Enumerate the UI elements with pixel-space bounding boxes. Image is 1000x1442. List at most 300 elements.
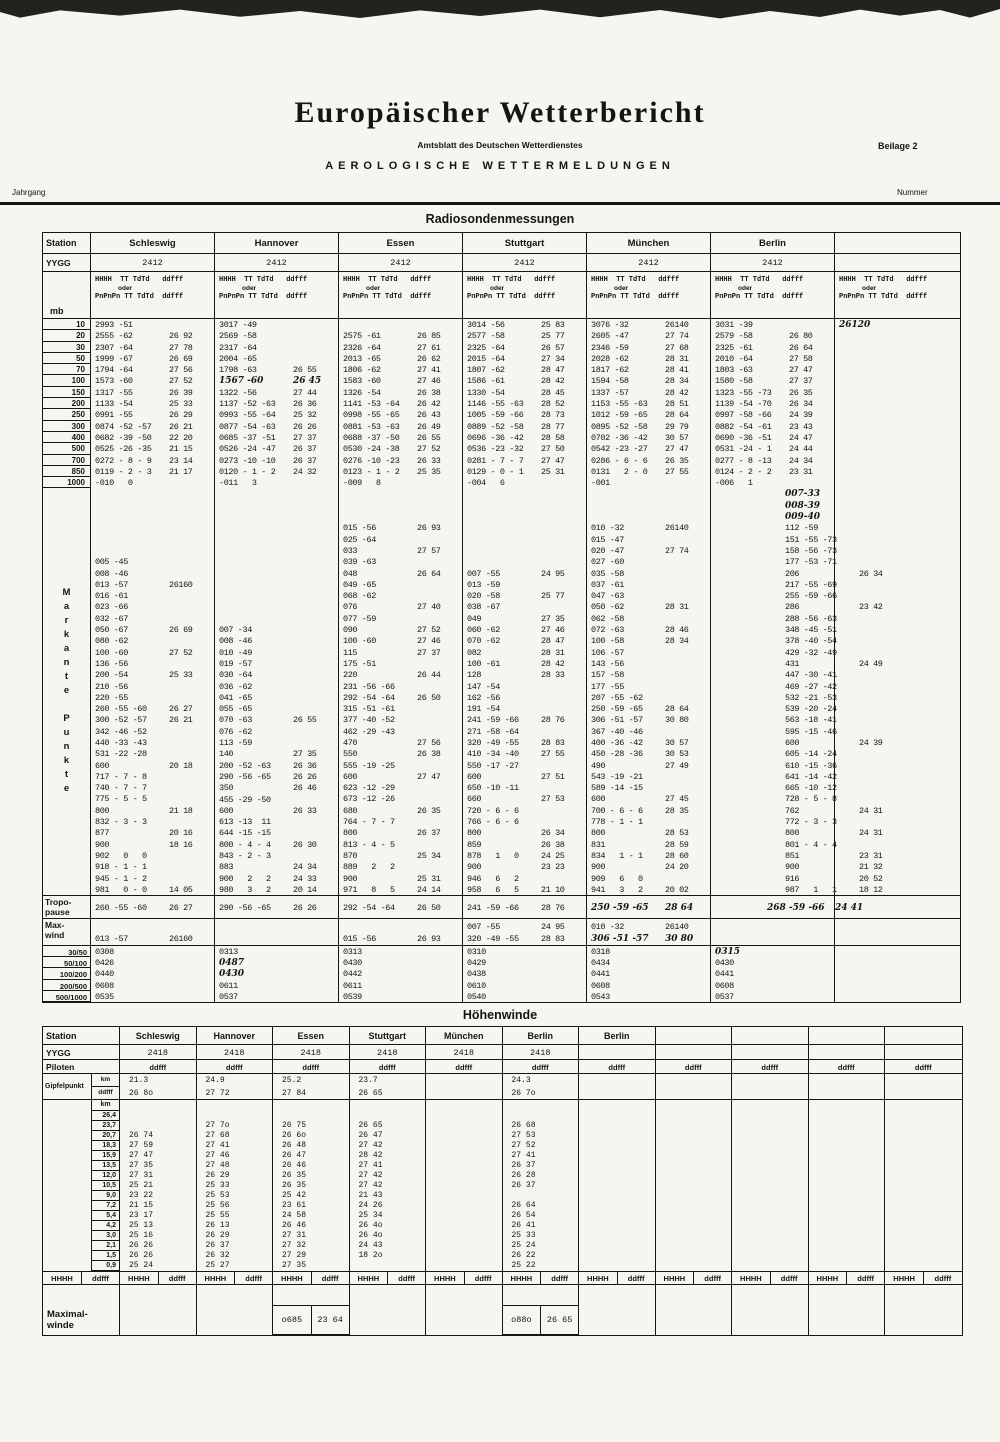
colhead-oder: oder	[738, 285, 753, 292]
layer-cell	[463, 968, 587, 979]
hw-yygg-value: 2418	[197, 1045, 274, 1059]
markante-line	[463, 839, 586, 850]
wind-text: 26 69	[169, 353, 193, 364]
value-text: 859	[467, 839, 482, 850]
value-text: 250 -59 -65	[591, 903, 649, 914]
wind-value: 27 42	[358, 1181, 383, 1190]
yygg-value: 2412	[463, 254, 587, 271]
mxw-cell	[197, 1285, 274, 1305]
wind-text: 28 46	[665, 625, 689, 636]
wind-text: 20 18	[169, 760, 193, 771]
value-text: 843 - 2 - 3	[219, 850, 271, 861]
gipfel-km-value: 25.2	[282, 1076, 302, 1085]
layer-cell	[463, 991, 587, 1002]
layer-value: 0539	[343, 992, 362, 1003]
value-text: 0131 2 - 0	[591, 466, 648, 477]
markante-label-cell	[43, 488, 91, 895]
yygg-value: 2412	[215, 254, 339, 271]
markante-line	[215, 850, 338, 861]
markante-line	[91, 714, 214, 725]
markante-line	[339, 873, 462, 884]
wind-value: 26 29	[205, 1171, 230, 1180]
markante-line	[587, 534, 710, 545]
wind-text: 27 50	[541, 444, 565, 455]
markante-line	[339, 522, 462, 533]
markante-line	[711, 579, 837, 590]
value-text: 2555 -62	[95, 331, 133, 342]
value-text: 720 - 6 - 6	[467, 805, 519, 816]
markante-line	[463, 748, 586, 759]
wind-value	[732, 1251, 808, 1261]
colhead-oder: oder	[366, 285, 381, 292]
wind-col-lines	[656, 1100, 732, 1271]
data-cell	[587, 387, 711, 398]
markante-line	[91, 884, 214, 895]
colhead-line1: HHHH TT TdTd ddfff	[839, 276, 928, 284]
markante-line	[711, 861, 883, 873]
wind-text: 27 52	[169, 647, 193, 658]
gipfel-km-value	[885, 1074, 962, 1087]
page-title: Europäischer Wetterbericht	[294, 96, 706, 129]
wind-text: 26 37	[293, 444, 317, 455]
value-text: 641 -14 -42	[785, 771, 837, 782]
value-text: 0882 -54 -61	[715, 421, 772, 432]
value-text: 306 -51 -57	[591, 933, 649, 944]
gipfelpunkt-cell	[809, 1074, 886, 1099]
wind-text: 26 93	[417, 523, 441, 534]
value-text: 008 -46	[219, 636, 252, 647]
gipfelpunkt-cell	[273, 1074, 350, 1099]
data-cell	[711, 409, 835, 420]
wind-col-lines	[579, 1100, 655, 1271]
value-text: 005 -45	[95, 557, 128, 568]
wind-col	[350, 1100, 427, 1271]
value-text: 1580 -58	[715, 376, 753, 387]
layer-value: 0611	[219, 980, 238, 991]
wind-text: 23 23	[541, 862, 565, 873]
wind-value: 27 41	[358, 1161, 383, 1170]
column-header	[587, 272, 711, 318]
station-label: Station	[43, 233, 91, 253]
ddfff-label: ddfff	[387, 1272, 425, 1284]
mxw-cell	[885, 1305, 962, 1335]
data-cell	[711, 375, 835, 386]
markante-line	[711, 884, 883, 895]
gipfel-km-value	[732, 1074, 808, 1087]
wind-value	[579, 1161, 655, 1171]
value-text: 900	[591, 862, 606, 873]
wind-text: 24 95	[541, 568, 565, 579]
mxw-entry	[503, 1305, 580, 1335]
value-text: 0281 - 7 - 7	[467, 455, 524, 466]
wind-text: 26 93	[417, 933, 441, 944]
wind-text: 26 43	[417, 410, 441, 421]
markante-line	[339, 579, 462, 590]
wind-text: 24 41	[835, 903, 864, 914]
value-text: 650 -10 -11	[467, 783, 519, 794]
gipfel-km-value	[579, 1074, 655, 1087]
wind-text: 27 68	[665, 342, 689, 353]
altitude-block	[43, 1100, 962, 1271]
markante-line	[463, 703, 586, 714]
value-text: 050 -62	[591, 602, 624, 613]
value-text: 1323 -55 -73	[715, 387, 772, 398]
markante-line	[463, 579, 586, 590]
value-text: 100 -61	[467, 658, 500, 669]
hw-yygg-label: YYGG	[43, 1045, 120, 1059]
markante-line	[711, 534, 837, 545]
layer-cell	[835, 946, 959, 956]
markante-label: Markante Punkte	[61, 586, 72, 797]
value-text: 100 -60	[95, 647, 128, 658]
wind-text: 26 26	[293, 771, 317, 782]
gipfel-km-value: 24.3	[511, 1076, 531, 1085]
gipfelpunkt-cell	[197, 1074, 274, 1099]
markante-line	[711, 681, 837, 692]
value-text: 260 -55 -60	[95, 704, 147, 715]
value-text: 800 - 4 - 4	[219, 839, 271, 850]
wind-text: 25 34	[417, 850, 441, 861]
markante-col-empty	[835, 488, 959, 895]
mxw-cell	[732, 1305, 809, 1335]
wind-value	[426, 1141, 502, 1151]
value-text: 410 -34 -40	[467, 749, 519, 760]
value-text: 851	[785, 850, 800, 861]
column-header	[711, 272, 835, 318]
hw-yygg-value: 2418	[120, 1045, 197, 1059]
wind-value: 25 34	[358, 1211, 383, 1220]
pressure-row	[43, 375, 960, 386]
value-text: 0273 -10 -10	[219, 455, 276, 466]
data-cell	[339, 455, 463, 466]
value-text: 1794 -64	[95, 365, 133, 376]
gipfelpunkt-cell	[426, 1074, 503, 1099]
wind-value: 26 28	[511, 1171, 536, 1180]
wind-value	[579, 1241, 655, 1251]
layer-value: 0315	[715, 947, 741, 958]
gipfel-ddfff-value	[426, 1087, 502, 1100]
hw-station-name: Berlin	[503, 1027, 580, 1044]
hw-station-name: Schleswig	[120, 1027, 197, 1044]
gipfel-ddfff-value	[732, 1087, 808, 1100]
markante-line	[215, 703, 338, 714]
data-cell	[215, 421, 339, 432]
value-text: 300 -52 -57	[95, 715, 147, 726]
value-text: 26120	[839, 320, 871, 330]
wind-text: 26 64	[789, 342, 813, 353]
layer-cell	[91, 968, 215, 979]
wind-text: 30 80	[665, 933, 694, 944]
markante-line	[91, 579, 214, 590]
wind-value	[885, 1221, 962, 1231]
wind-col	[809, 1100, 886, 1271]
value-text: 462 -29 -43	[343, 726, 395, 737]
wind-text: 26140	[665, 320, 689, 330]
wind-value	[579, 1231, 655, 1241]
gipfel-km-value	[809, 1074, 885, 1087]
gipfel-ddfff-value	[656, 1087, 732, 1100]
colhead-oder: oder	[242, 285, 257, 292]
value-text: 543 -19 -21	[591, 771, 643, 782]
gipfelpunkt-cell	[885, 1074, 962, 1099]
pressure-row	[43, 342, 960, 353]
layer-value: 0313	[219, 947, 238, 958]
data-cell	[587, 421, 711, 432]
value-text: 050 -67	[95, 625, 128, 636]
value-text: 717 - 7 - 8	[95, 771, 147, 782]
markante-line	[587, 805, 710, 816]
maxwind-line2	[339, 933, 462, 944]
maxwind-cell	[91, 919, 215, 945]
hw-yygg-value: 2418	[503, 1045, 580, 1059]
wind-value: 26 64	[511, 1201, 536, 1210]
value-text: 1573 -60	[95, 376, 133, 387]
layer-value: 0429	[467, 957, 486, 968]
piloten-ddfff: ddfff	[120, 1060, 197, 1073]
mxw-cell	[350, 1305, 427, 1335]
value-text: 113 -59	[219, 738, 252, 749]
wind-text: 27 56	[417, 737, 441, 748]
wind-text: 28 31	[665, 353, 689, 364]
markante-line	[215, 816, 338, 827]
wind-text: 28 34	[665, 636, 689, 647]
markante-line	[463, 782, 586, 793]
wind-value: 25 33	[205, 1181, 230, 1190]
value-text: 377 -40 -52	[343, 715, 395, 726]
markante-line	[587, 793, 710, 804]
wind-value	[579, 1191, 655, 1201]
wind-value	[656, 1201, 732, 1211]
value-text: 0877 -54 -63	[219, 421, 276, 432]
layer-cell	[835, 957, 959, 968]
value-text: 140	[219, 749, 234, 760]
layer-value: 0430	[219, 969, 245, 980]
markante-line	[91, 839, 214, 850]
wind-value	[426, 1121, 502, 1131]
value-text: 918 - 1 - 1	[95, 862, 147, 873]
data-cell	[339, 319, 463, 330]
wind-text: 27 55	[665, 466, 689, 477]
mxw-header-cell	[809, 1272, 886, 1284]
mxw-header-cell	[732, 1272, 809, 1284]
value-text: 100 -60	[343, 636, 376, 647]
data-cell	[835, 421, 959, 432]
value-text: 023 -66	[95, 602, 128, 613]
mb-label-cell	[43, 272, 91, 318]
value-text: 605 -14 -24	[785, 749, 837, 760]
wind-col-lines	[503, 1100, 579, 1271]
maximalwinde-header-row	[43, 1271, 962, 1285]
wind-value	[426, 1131, 502, 1141]
markante-line	[339, 760, 462, 771]
value-text: 039 -63	[343, 557, 376, 568]
wind-value	[656, 1231, 732, 1241]
value-text: 220 -55	[95, 692, 128, 703]
gipfel-ddfff-value	[885, 1087, 962, 1100]
tropopause-cell	[835, 896, 959, 918]
value-text: 644 -15 -15	[219, 828, 271, 839]
mxw-cell	[120, 1285, 197, 1305]
layer-label: 500/1000	[43, 991, 91, 1002]
wind-text: 24 47	[789, 432, 813, 443]
wind-text: 26 49	[417, 421, 441, 432]
mxw-cell	[579, 1305, 656, 1335]
wind-text: 24 31	[859, 828, 883, 839]
wind-value	[885, 1121, 962, 1131]
value-text: 900	[467, 862, 482, 873]
value-text: 1326 -54	[343, 387, 381, 398]
value-text: 255 -59 -66	[785, 591, 837, 602]
wind-text: 23 14	[169, 455, 193, 466]
markante-line	[463, 624, 586, 635]
wind-text: 21 10	[541, 884, 565, 895]
data-cell	[835, 364, 959, 375]
markante-line	[463, 669, 586, 680]
piloten-label: Piloten	[43, 1060, 120, 1073]
markante-line	[463, 590, 586, 601]
data-cell	[587, 375, 711, 386]
wind-text: 27 37	[293, 432, 317, 443]
value-text: 2579 -58	[715, 331, 753, 342]
wind-value: 23 17	[129, 1211, 154, 1220]
data-cell	[339, 375, 463, 386]
wind-value	[656, 1161, 732, 1171]
layer-cell	[711, 957, 835, 968]
wind-value: 24 58	[282, 1211, 307, 1220]
markante-line	[215, 748, 338, 759]
maxwind-line2	[835, 933, 959, 944]
hw-yygg-value: 2418	[273, 1045, 350, 1059]
wind-text: 30 80	[665, 715, 689, 726]
value-text: 2028 -62	[591, 353, 629, 364]
station-name: München	[587, 233, 711, 253]
wind-value: 27 53	[511, 1131, 536, 1140]
ddfff-label: ddfff	[923, 1272, 961, 1284]
hhhh-label: HHHH	[51, 1274, 73, 1283]
value-text: 292 -54 -64	[343, 903, 395, 914]
mxw-header-cell	[43, 1272, 120, 1284]
value-text: 041 -65	[219, 692, 252, 703]
ddfff-label: ddfff	[770, 1272, 808, 1284]
wind-value: 26 26	[129, 1251, 154, 1260]
colhead-line2: PnPnPn TT TdTd ddfff	[467, 293, 556, 301]
markante-line	[587, 635, 710, 646]
wind-value	[885, 1261, 962, 1271]
wind-text: 14 05	[169, 884, 193, 895]
markante-line	[711, 511, 834, 522]
data-cell	[835, 330, 959, 341]
wind-text: 26 27	[169, 704, 193, 715]
layer-cell	[463, 957, 587, 968]
hhhh-label: HHHH	[587, 1274, 609, 1283]
layer-cell	[835, 980, 959, 991]
wind-value	[426, 1191, 502, 1201]
ddfff-sublabel: ddfff	[98, 1089, 113, 1096]
pressure-row	[43, 387, 960, 398]
markante-line	[339, 793, 462, 804]
maxwind-line2	[463, 933, 586, 944]
value-text: 2993 -51	[95, 320, 133, 330]
value-text: 941 3 2	[591, 884, 643, 895]
wind-value: 24 26	[358, 1201, 383, 1210]
wind-value: 25 21	[129, 1181, 154, 1190]
value-text: 0991 -55	[95, 410, 133, 421]
wind-value: 27 29	[282, 1251, 307, 1260]
wind-value: 27 46	[205, 1151, 230, 1160]
wind-text: 28 47	[541, 365, 565, 376]
layer-row	[43, 945, 960, 956]
mxw-header-cell	[197, 1272, 274, 1284]
value-text: 250 -59 -65	[591, 704, 643, 715]
markante-line	[91, 793, 214, 804]
value-text: 1005 -59 -66	[467, 410, 524, 421]
wind-value	[885, 1171, 962, 1181]
data-cell	[835, 455, 959, 466]
colhead-line1: HHHH TT TdTd ddfff	[343, 276, 432, 284]
markante-line	[463, 647, 586, 658]
markante-line	[711, 827, 883, 839]
pressure-row	[43, 455, 960, 466]
wind-text: 26 46	[293, 783, 317, 794]
wind-text: 26 21	[169, 715, 193, 726]
value-text: 1146 -55 -63	[467, 399, 524, 410]
wind-value	[732, 1191, 808, 1201]
wind-text: 28 51	[665, 399, 689, 410]
hw-station-row	[43, 1027, 962, 1045]
wind-text: 28 35	[665, 805, 689, 816]
wind-text: 27 57	[417, 545, 441, 556]
wind-text: 21 32	[859, 862, 883, 873]
gipfel-ddfff-value: 27 84	[282, 1089, 307, 1098]
value-text: 025 -64	[343, 534, 376, 545]
value-text: 306 -51 -57	[591, 715, 643, 726]
markante-line	[91, 760, 214, 771]
value-text: 831	[591, 839, 606, 850]
markante-col-Stuttgart	[463, 488, 587, 895]
tropopause-label	[43, 896, 91, 918]
data-cell	[215, 443, 339, 454]
value-text: 801 - 4 - 4	[785, 839, 837, 850]
markante-line	[587, 748, 710, 759]
wind-value	[732, 1211, 808, 1221]
data-cell	[339, 364, 463, 375]
wind-text: 27 78	[169, 342, 193, 353]
data-cell	[91, 375, 215, 386]
wind-value	[579, 1141, 655, 1151]
pressure-row	[43, 466, 960, 477]
wind-value	[809, 1181, 885, 1191]
layer-value: 0434	[591, 957, 610, 968]
value-text: 1317 -55	[95, 387, 133, 398]
value-text: 800	[343, 828, 358, 839]
data-cell	[215, 375, 339, 386]
value-text: 019 -57	[219, 658, 252, 669]
markante-line	[711, 669, 837, 681]
pressure-row	[43, 319, 960, 330]
markante-line	[339, 703, 462, 714]
data-cell	[215, 455, 339, 466]
value-text: 062 -58	[591, 613, 624, 624]
markante-line	[215, 782, 338, 793]
value-text: 531 -22 -28	[95, 749, 147, 760]
value-text: 834 1 - 1	[591, 850, 643, 861]
value-text: 0276 -10 -23	[343, 455, 400, 466]
wind-text: 27 35	[541, 613, 565, 624]
layer-cell	[91, 957, 215, 968]
wind-value: 26 46	[282, 1221, 307, 1230]
hw-yygg-value	[885, 1045, 962, 1059]
value-text: 400 -36 -42	[591, 737, 643, 748]
